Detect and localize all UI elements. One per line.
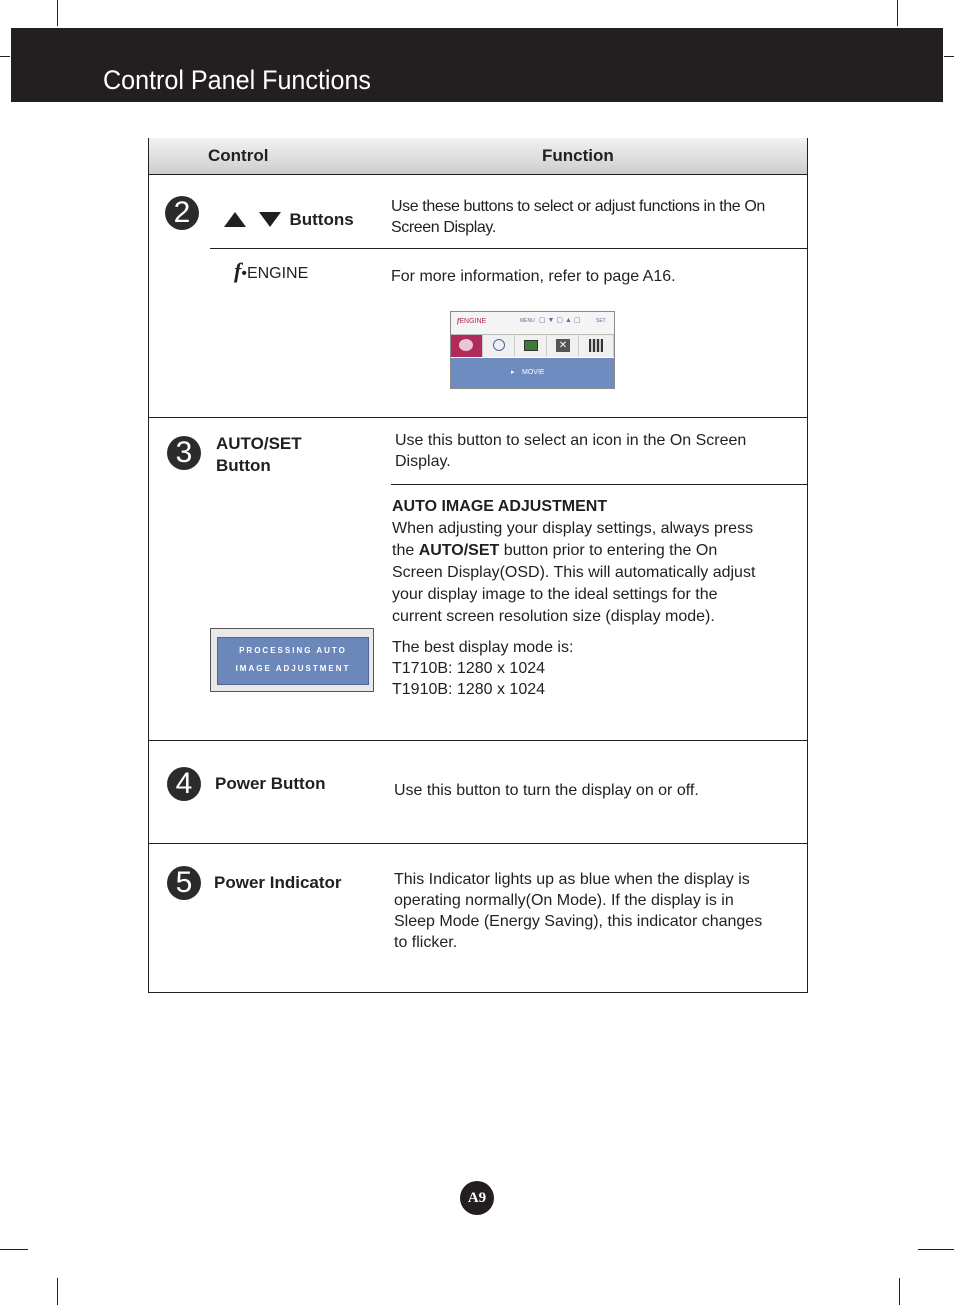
cancel-mode-icon: ✕	[547, 335, 579, 357]
page-number-badge: A9	[460, 1181, 494, 1215]
movie-mode-icon	[451, 335, 483, 357]
crop-mark	[0, 1249, 28, 1250]
crop-mark	[897, 0, 898, 26]
row-number-4: 4	[167, 767, 201, 801]
row-divider	[210, 248, 808, 249]
osd-icon-row	[451, 335, 614, 357]
photo-mode-icon	[515, 335, 547, 357]
dot-icon: •	[241, 265, 247, 282]
arrow-up-icon	[224, 212, 246, 227]
table-header	[149, 138, 807, 175]
osd-brand: fENGINE	[457, 317, 487, 325]
fengine-osd-image	[450, 311, 615, 389]
column-header-control: Control	[208, 146, 269, 165]
page-title: Control Panel Functions	[103, 65, 371, 95]
row-number-3: 3	[167, 436, 201, 470]
fengine-description: For more information, refer to page A16.	[391, 268, 676, 285]
power-indicator-description: This Indicator lights up as blue when the display is operating normally(On Mode). If the display is in Sleep Mode (Energy Saving), this indicator changes to flicker.	[394, 871, 763, 951]
osd-menu-label: MENU	[520, 318, 535, 324]
fengine-icon: f	[234, 258, 242, 283]
row-divider	[391, 484, 807, 485]
power-button-description: Use this button to turn the display on or off.	[394, 782, 699, 799]
play-icon: ▸	[511, 369, 515, 376]
autoset-description: Use this button to select an icon in the On Screen Display.	[395, 432, 747, 470]
row-divider	[149, 417, 807, 418]
power-button-label: Power Button	[215, 774, 326, 793]
row-number-5: 5	[167, 866, 201, 900]
buttons-description: Use these buttons to select or adjust functions in the On Screen Display.	[391, 198, 765, 236]
auto-image-adjustment-block: AUTO IMAGE ADJUSTMENT When adjusting your display settings, always press the AUTO/SET button prior to entering the On Screen Display(OSD). This will automatically adjust your display image to the ideal settings for the current screen resolution size (display mode). The best display mode is: T1710B: 1280 x 1024 T1910B: 1280 x 1024	[392, 496, 802, 700]
text-mode-icon	[579, 335, 614, 357]
osd-set-label: SET	[596, 318, 606, 324]
control-function-table	[148, 138, 808, 993]
autoset-label: AUTO/SET Button	[216, 434, 302, 475]
osd-mode-bar	[451, 358, 614, 388]
crop-mark	[0, 56, 10, 57]
row-number-2: 2	[165, 196, 199, 230]
auto-image-adjustment-heading: AUTO IMAGE ADJUSTMENT	[392, 498, 608, 515]
arrow-down-icon	[259, 212, 281, 227]
row-divider	[149, 843, 807, 844]
crop-mark	[57, 1278, 58, 1305]
row-divider	[149, 740, 807, 741]
crop-mark	[918, 1249, 954, 1250]
fengine-label: ENGINE	[246, 265, 309, 282]
osd-controls-icon: ▢ ▼ ▢ ▲ ▢	[539, 317, 581, 324]
crop-mark	[944, 56, 954, 57]
buttons-label: Buttons	[289, 210, 354, 229]
crop-mark	[57, 0, 58, 26]
processing-message: PROCESSING AUTO IMAGE ADJUSTMENT	[217, 637, 369, 685]
power-indicator-label: Power Indicator	[214, 873, 342, 892]
fengine-control	[234, 260, 308, 285]
osd-top-bar	[451, 312, 614, 335]
osd-mode-label: MOVIE	[522, 369, 545, 376]
column-header-function: Function	[542, 146, 614, 165]
arrow-buttons-control	[224, 209, 354, 233]
processing-auto-image	[210, 628, 374, 692]
internet-mode-icon	[483, 335, 515, 357]
crop-mark	[899, 1278, 900, 1305]
